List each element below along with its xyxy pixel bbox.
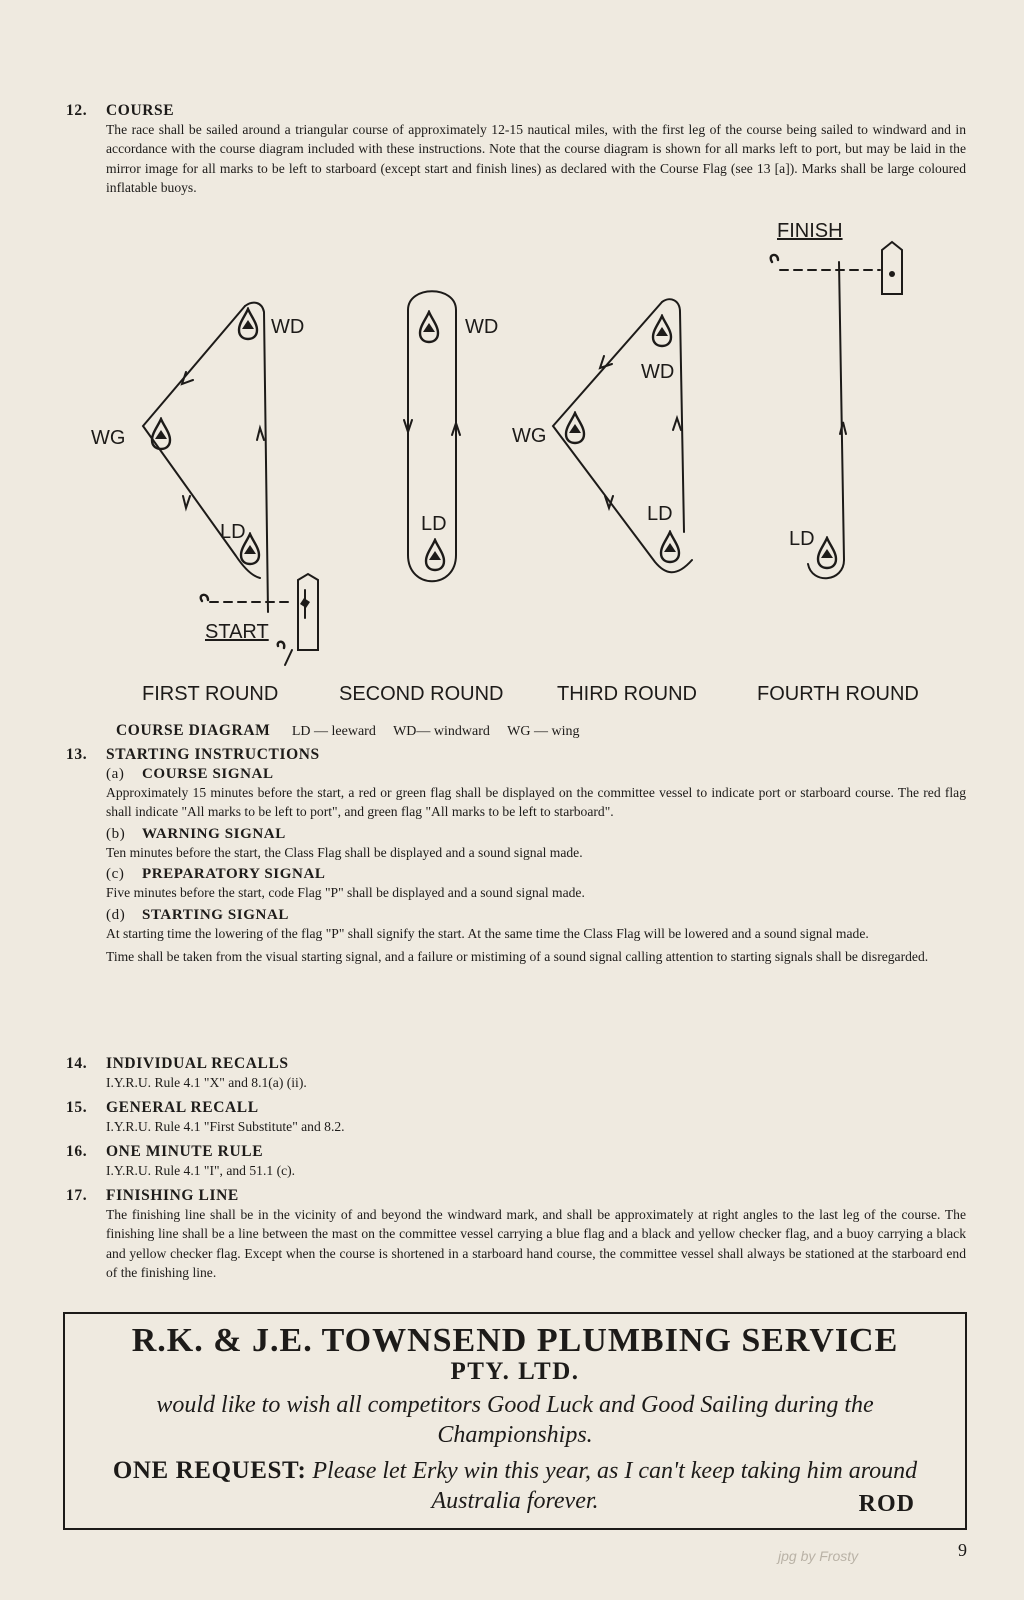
section-13d-heading: (d) STARTING SIGNAL <box>106 906 289 923</box>
finish-label: FINISH <box>777 220 843 242</box>
first-round-ld-label: LD <box>220 521 246 543</box>
third-round-wg-label: WG <box>512 425 547 447</box>
fourth-round-ld-label: LD <box>789 528 815 550</box>
first-round-wg-label: WG <box>91 427 126 449</box>
ad-request-label: ONE REQUEST: <box>112 1457 307 1484</box>
section-13a-text: Approximately 15 minutes before the start, a red or green flag shall be displayed on the committee vessel to indicate port or starboard course. The red flag shall indicate "All marks to be left to port", and green flag "All marks to be left to starboard". <box>106 785 966 820</box>
section-13 <box>66 746 966 966</box>
scan-credit: jpg by Frosty <box>778 1548 859 1564</box>
section-14-text: I.Y.R.U. Rule 4.1 "X" and 8.1(a) (ii). <box>106 1075 307 1090</box>
section-13-note: Time shall be taken from the visual starting signal, and a failure or mistiming of a sound signal calling attention to starting signals shall be disregarded. <box>106 949 929 965</box>
third-round-ld-buoy-icon <box>661 532 679 562</box>
ad-subtitle: PTY. LTD. <box>450 1358 580 1385</box>
third-round-wd-label: WD <box>641 361 675 383</box>
first-round-wg-buoy-icon <box>152 419 170 449</box>
fourth-round-ld-buoy-icon <box>818 538 836 568</box>
third-round-wd-buoy-icon <box>653 316 671 346</box>
section-13d-text: At starting time the lowering of the flag "P" shall signify the start. At the same time the Class Flag will be lowered and a sound signal made. <box>106 925 869 941</box>
plumbing-advertisement <box>63 1312 967 1530</box>
section-16-heading: 16. ONE MINUTE RULE <box>66 1143 264 1160</box>
section-13b-heading: (b) WARNING SIGNAL <box>106 825 286 842</box>
second-round-wd-label: WD <box>465 316 499 338</box>
first-round-label: FIRST ROUND <box>142 683 279 705</box>
ad-title: R.K. & J.E. TOWNSEND PLUMBING SERVICE <box>131 1322 899 1359</box>
section-17-text: The finishing line shall be in the vicinity of and beyond the windward mark, and shall be approximately at right angles to the last leg of the course. The finishing line shall be a line between the mast on the committee vessel carrying a blue flag and a black and yellow checker flag, and a buoy carrying a black and yellow checker flag. Except when the course is shortened in a starboard hand course, the committee vessel shall always be stationed at the starboard end of the finishing line. <box>106 1207 966 1281</box>
fourth-round-label: FOURTH ROUND <box>757 683 919 705</box>
start-vessel-mast-icon <box>300 598 310 608</box>
first-round-wd-label: WD <box>271 316 305 338</box>
start-label: START <box>205 621 269 643</box>
section-17 <box>66 1187 966 1283</box>
section-12-heading: 12. COURSE <box>66 102 175 119</box>
second-round-label: SECOND ROUND <box>339 683 504 705</box>
third-round-ld-label: LD <box>647 503 673 525</box>
section-16-text: I.Y.R.U. Rule 4.1 "I", and 51.1 (c). <box>106 1163 296 1178</box>
section-15 <box>66 1099 966 1136</box>
section-16 <box>66 1143 966 1180</box>
second-round-wd-buoy-icon <box>420 312 438 342</box>
third-round-wg-buoy-icon <box>566 413 584 443</box>
first-round-wd-buoy-icon <box>239 309 257 339</box>
course-diagram-legend: COURSE DIAGRAM LD — leeward WD— windward WG — wing <box>116 722 580 739</box>
first-round-diagram <box>143 303 318 665</box>
section-15-text: I.Y.R.U. Rule 4.1 "First Substitute" and 8.2. <box>106 1119 345 1134</box>
section-12-text: The race shall be sailed around a triangular course of approximately 12-15 nautical miles, with the first leg of the course being sailed to windward and in accordance with the course diagram included with these instructions. Note that the course diagram is shown for all marks left to port, but may be laid in the mirror image for all marks to be left to starboard (except start and finish lines) as declared with the Course Flag (see 13 [a]). Marks shall be large coloured inflatable buoys. <box>106 122 966 196</box>
section-13c-heading: (c) PREPARATORY SIGNAL <box>106 866 326 883</box>
course-diagram <box>0 0 1024 680</box>
section-13a-heading: (a) COURSE SIGNAL <box>106 766 274 782</box>
second-round-ld-buoy-icon <box>426 540 444 570</box>
ad-signature: ROD <box>858 1491 915 1517</box>
ad-wish: would like to wish all competitors Good Luck and Good Sailing during the Championships. <box>156 1392 874 1448</box>
section-13-heading: 13. STARTING INSTRUCTIONS <box>66 746 320 763</box>
section-13c-text: Five minutes before the start, code Flag "P" shall be displayed and a sound signal made. <box>106 885 585 901</box>
third-round-label: THIRD ROUND <box>557 683 697 705</box>
section-15-heading: 15. GENERAL RECALL <box>66 1099 259 1116</box>
ad-request <box>105 1456 925 1516</box>
finish-vessel-mast-icon <box>889 271 895 277</box>
ad-request-text: Please let Erky win this year, as I can't keep taking him around Australia forever. <box>312 1458 918 1514</box>
second-round-diagram <box>404 291 460 581</box>
section-14 <box>66 1055 966 1092</box>
page-number: 9 <box>958 1540 967 1560</box>
section-13b-text: Ten minutes before the start, the Class Flag shall be displayed and a sound signal made. <box>106 844 583 860</box>
section-14-heading: 14. INDIVIDUAL RECALLS <box>66 1055 289 1072</box>
second-round-ld-label: LD <box>421 513 447 535</box>
section-17-heading: 17. FINISHING LINE <box>66 1187 239 1204</box>
